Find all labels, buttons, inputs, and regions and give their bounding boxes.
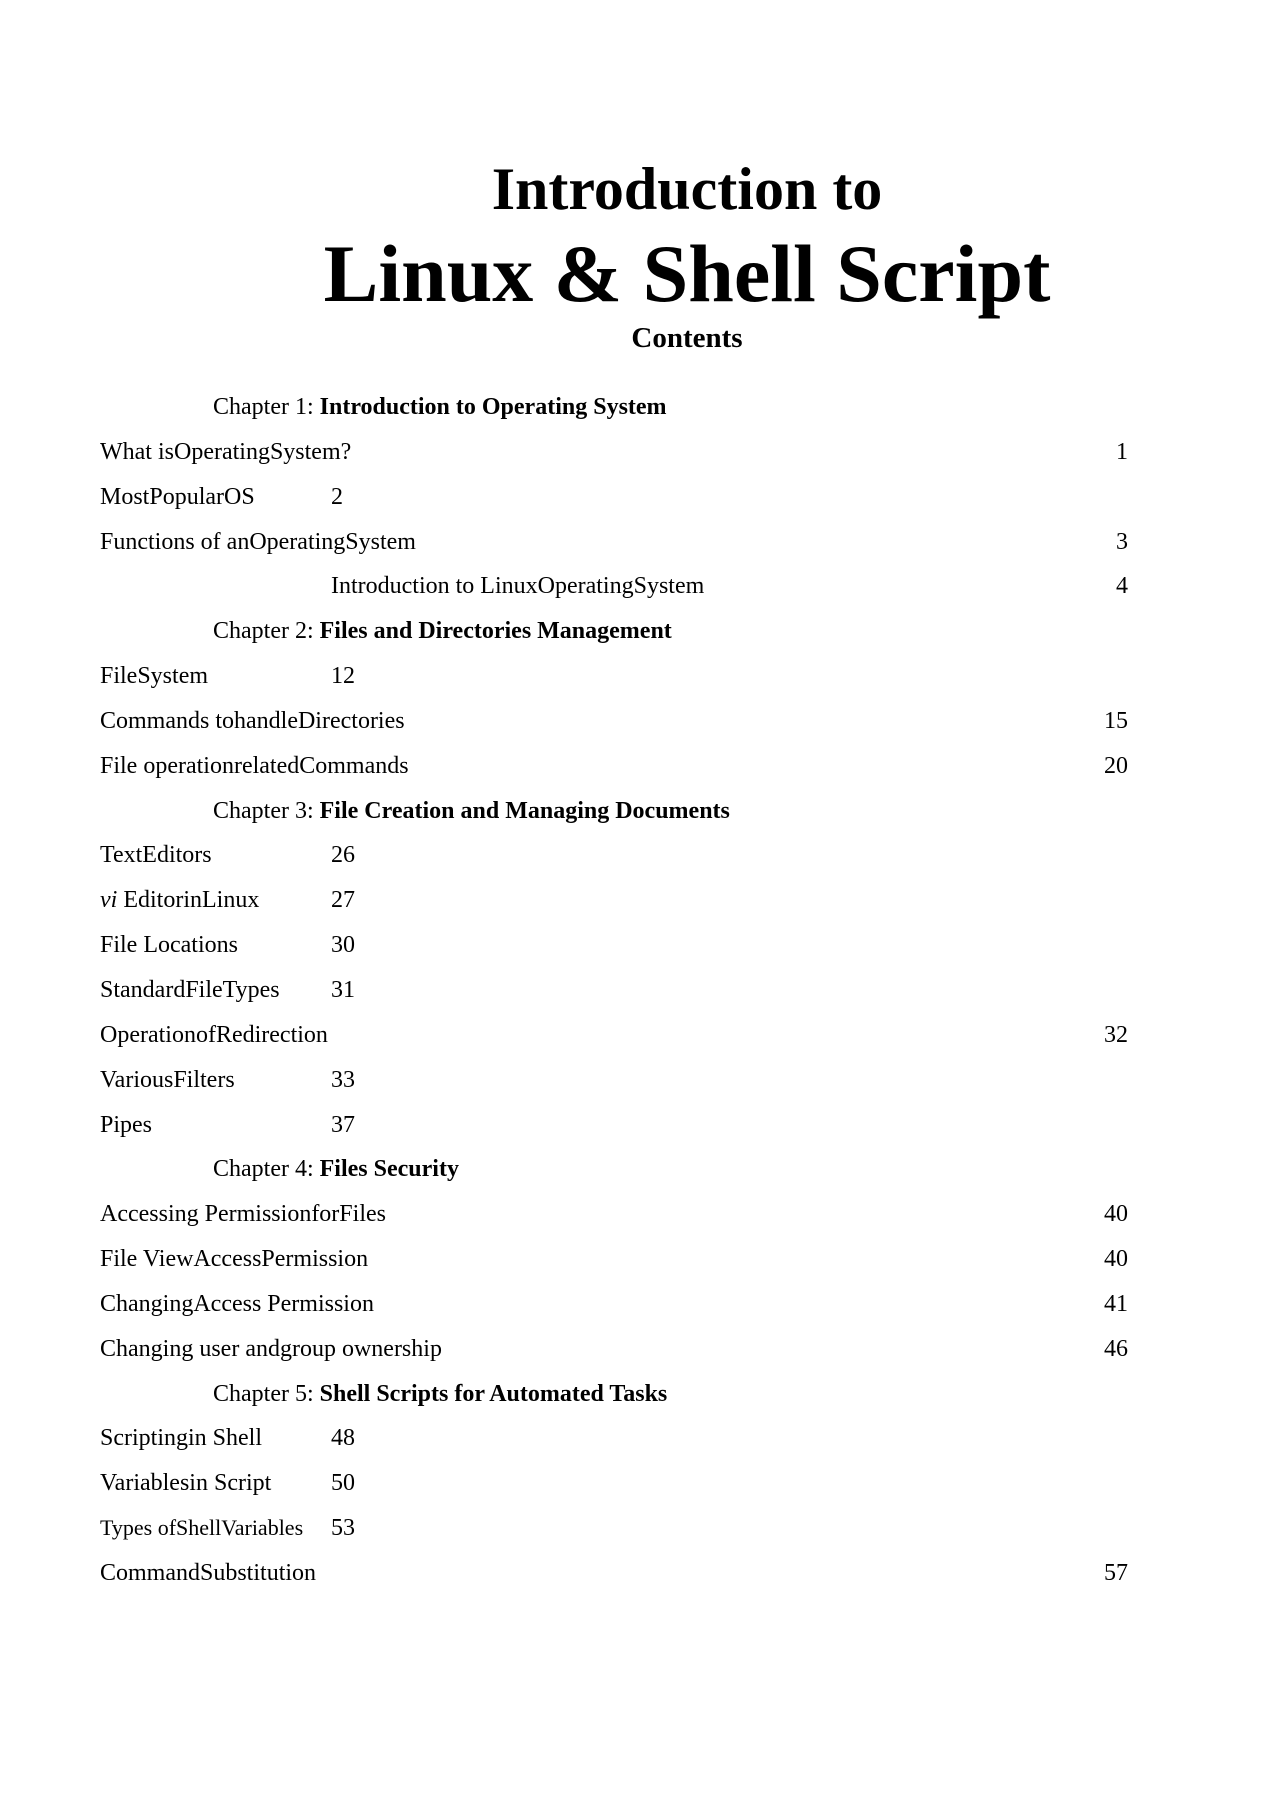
toc-entry-label: Functions of anOperatingSystem [100,528,416,555]
toc-entry-label: What isOperatingSystem? [100,438,352,465]
chapter-heading [0,392,1280,437]
toc-entry-label: Changing user andgroup ownership [100,1335,442,1362]
toc-entry [0,751,1280,796]
toc-entry-page: 41 [1104,1290,1128,1317]
chapter-prefix: Chapter 1: [213,394,314,420]
toc-entry [0,1513,1280,1558]
toc-entry-label: File ViewAccessPermission [100,1246,369,1273]
toc-entry [0,975,1280,1020]
toc-entry [0,1468,1280,1513]
toc-entry-label: ChangingAccess Permission [100,1290,374,1317]
contents-heading: Contents [631,322,743,354]
toc-entry-page: 40 [1104,1246,1128,1273]
chapter-prefix: Chapter 5: [213,1380,314,1407]
table-of-contents [0,392,1280,1603]
chapter-title: Introduction to Operating System [319,394,667,420]
toc-entry-page: 31 [331,976,355,1003]
toc-entry-page: 50 [331,1470,355,1497]
toc-entry [0,482,1280,527]
toc-entry-page: 1 [1116,438,1128,465]
toc-entry-label: Accessing PermissionforFiles [100,1201,386,1228]
toc-entry [0,1558,1280,1603]
toc-entry-page: 40 [1104,1201,1128,1228]
title-line-2: Linux & Shell Script [323,228,1051,319]
toc-entry-label-rest: EditorinLinux [117,887,260,914]
toc-entry-page: 46 [1104,1335,1128,1362]
chapter-title: Shell Scripts for Automated Tasks [319,1380,668,1407]
toc-entry [0,571,1280,616]
chapter-title: Files and Directories Management [319,618,672,645]
chapter-heading [0,1379,1280,1424]
toc-entry-label: FileSystem [100,663,209,690]
chapter-prefix: Chapter 4: [213,1156,314,1183]
toc-entry [0,1020,1280,1065]
toc-entry [0,840,1280,885]
toc-entry-label: StandardFileTypes [100,976,280,1003]
chapter-title: File Creation and Managing Documents [319,797,730,824]
toc-entry-label: Pipes [100,1111,153,1138]
toc-entry-label [100,885,259,915]
toc-entry-page: 3 [1116,528,1128,555]
toc-entry-label: Types ofShellVariables [100,1515,304,1541]
toc-entry [0,1423,1280,1468]
toc-entry-label: Variablesin Script [100,1470,272,1497]
toc-entry-page: 32 [1104,1021,1128,1048]
toc-entry [0,1289,1280,1334]
toc-entry-label: File operationrelatedCommands [100,752,409,779]
chapter-heading [0,616,1280,661]
title-line-1: Introduction to [491,156,883,222]
toc-entry-label-italic: vi [100,887,118,914]
toc-entry [0,437,1280,482]
chapter-prefix: Chapter 3: [213,797,314,824]
chapter-prefix: Chapter 2: [213,618,314,645]
toc-entry-label: CommandSubstitution [100,1559,317,1586]
toc-entry [0,1244,1280,1289]
chapter-title: Files Security [319,1156,459,1183]
toc-entry-page: 57 [1104,1559,1128,1586]
toc-entry [0,885,1280,930]
toc-entry-label: MostPopularOS [100,483,255,510]
toc-entry-page: 30 [331,932,355,959]
toc-entry [0,661,1280,706]
toc-entry-page: 27 [331,887,355,914]
toc-entry-label: Introduction to LinuxOperatingSystem [331,573,705,600]
toc-entry-page: 20 [1104,752,1128,779]
toc-entry-page: 12 [331,663,355,690]
toc-entry-page: 37 [331,1111,355,1138]
toc-entry-page: 33 [331,1066,355,1093]
toc-entry [0,930,1280,975]
toc-entry-page: 48 [331,1425,355,1452]
toc-entry [0,1110,1280,1155]
toc-entry [0,1065,1280,1110]
toc-entry-label: Scriptingin Shell [100,1425,262,1452]
toc-entry [0,1199,1280,1244]
toc-entry-page: 15 [1104,707,1128,734]
toc-entry-page: 26 [331,842,355,869]
toc-entry-page: 53 [331,1515,355,1542]
toc-entry-label: Commands tohandleDirectories [100,707,405,734]
toc-entry-label: OperationofRedirection [100,1021,328,1048]
toc-entry [0,706,1280,751]
toc-entry-label: TextEditors [100,842,212,869]
toc-entry-label: VariousFilters [100,1066,235,1093]
chapter-heading [0,796,1280,841]
toc-entry-page: 4 [1116,573,1128,600]
chapter-heading [0,1154,1280,1199]
toc-entry-label: File Locations [100,932,238,959]
toc-entry [0,527,1280,572]
toc-entry [0,1334,1280,1379]
toc-entry-page: 2 [331,483,343,510]
